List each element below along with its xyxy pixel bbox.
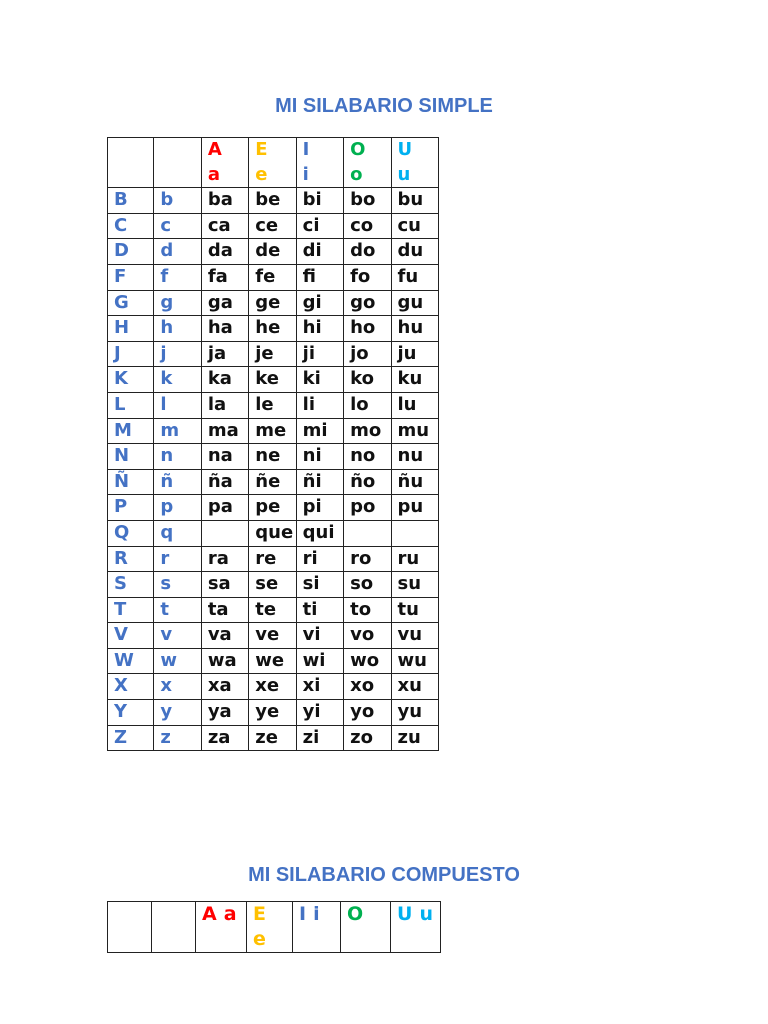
consonant-lower: w — [154, 648, 201, 674]
syllable-cell: la — [201, 392, 248, 418]
table-row — [108, 725, 439, 751]
syllable-cell: te — [249, 597, 296, 623]
syllable-cell: zi — [296, 725, 343, 751]
syllable-cell: se — [249, 572, 296, 598]
consonant-lower: h — [154, 316, 201, 342]
syllable-cell: he — [249, 316, 296, 342]
table-row — [108, 367, 439, 393]
vowel-upper: O — [347, 903, 364, 925]
page-title-simple: MI SILABARIO SIMPLE — [275, 95, 493, 117]
syllable-cell: ye — [249, 700, 296, 726]
syllable-cell: hu — [391, 316, 438, 342]
syllable-cell — [201, 520, 248, 546]
syllable-cell: ve — [249, 623, 296, 649]
syllable-cell: fa — [201, 264, 248, 290]
syllable-cell: yu — [391, 700, 438, 726]
vowel-upper: I — [299, 903, 307, 925]
vowel-upper: E — [253, 903, 266, 925]
syllable-cell: do — [344, 239, 391, 265]
consonant-lower: l — [154, 392, 201, 418]
syllable-cell: me — [249, 418, 296, 444]
vowel-lower: o — [350, 163, 363, 185]
consonant-lower: p — [154, 495, 201, 521]
syllable-cell: yo — [344, 700, 391, 726]
vowel-lower: e — [253, 928, 266, 950]
syllable-cell: pu — [391, 495, 438, 521]
syllable-cell — [344, 520, 391, 546]
syllable-cell: ne — [249, 444, 296, 470]
syllable-cell: vu — [391, 623, 438, 649]
syllable-cell: wa — [201, 648, 248, 674]
syllable-cell: ñi — [296, 469, 343, 495]
syllable-cell: jo — [344, 341, 391, 367]
syllable-cell: ce — [249, 213, 296, 239]
syllable-cell: ja — [201, 341, 248, 367]
syllable-cell: na — [201, 444, 248, 470]
syllable-cell: vi — [296, 623, 343, 649]
consonant-upper: N — [108, 444, 154, 470]
consonant-lower: b — [154, 188, 201, 214]
consonant-upper: S — [108, 572, 154, 598]
syllable-cell: ka — [201, 367, 248, 393]
syllable-cell: lu — [391, 392, 438, 418]
table-row — [108, 623, 439, 649]
consonant-upper: M — [108, 418, 154, 444]
vowel-upper: E — [255, 139, 268, 160]
table-row — [108, 674, 439, 700]
syllable-cell: pa — [201, 495, 248, 521]
syllable-cell: ca — [201, 213, 248, 239]
table-row — [108, 520, 439, 546]
syllable-cell: pe — [249, 495, 296, 521]
consonant-lower: n — [154, 444, 201, 470]
syllable-cell: xi — [296, 674, 343, 700]
syllable-cell: ti — [296, 597, 343, 623]
consonant-upper: B — [108, 188, 154, 214]
consonant-upper: K — [108, 367, 154, 393]
consonant-lower: z — [154, 725, 201, 751]
consonant-upper: W — [108, 648, 154, 674]
table-row — [108, 444, 439, 470]
header-row — [108, 902, 441, 953]
table-row — [108, 648, 439, 674]
consonant-lower: q — [154, 520, 201, 546]
vowel-upper: O — [350, 139, 366, 160]
vowel-upper: U — [397, 139, 413, 160]
syllable-cell: ki — [296, 367, 343, 393]
syllable-cell: ba — [201, 188, 248, 214]
consonant-lower: v — [154, 623, 201, 649]
page-title-compuesto: MI SILABARIO COMPUESTO — [248, 864, 520, 886]
consonant-upper: L — [108, 392, 154, 418]
syllable-cell: ze — [249, 725, 296, 751]
syllable-cell: ji — [296, 341, 343, 367]
syllable-cell: su — [391, 572, 438, 598]
table-row — [108, 239, 439, 265]
consonant-upper: F — [108, 264, 154, 290]
syllable-cell: fi — [296, 264, 343, 290]
vowel-upper: A — [202, 903, 217, 925]
syllable-cell: mi — [296, 418, 343, 444]
table-row — [108, 469, 439, 495]
syllable-cell: ya — [201, 700, 248, 726]
vowel-header-e — [249, 138, 296, 188]
syllable-cell: ju — [391, 341, 438, 367]
vowel-header — [391, 902, 441, 953]
consonant-upper: J — [108, 341, 154, 367]
table-row — [108, 188, 439, 214]
syllable-cell: cu — [391, 213, 438, 239]
syllable-cell: ge — [249, 290, 296, 316]
vowel-header — [293, 902, 341, 953]
vowel-lower: e — [255, 163, 268, 185]
table-row — [108, 597, 439, 623]
vowel-upper: U — [397, 903, 413, 925]
syllable-cell: je — [249, 341, 296, 367]
table-row — [108, 392, 439, 418]
consonant-lower: m — [154, 418, 201, 444]
syllable-cell: mo — [344, 418, 391, 444]
syllable-cell: de — [249, 239, 296, 265]
syllable-cell: no — [344, 444, 391, 470]
syllable-cell: go — [344, 290, 391, 316]
consonant-upper: G — [108, 290, 154, 316]
consonant-lower: c — [154, 213, 201, 239]
syllable-cell: ku — [391, 367, 438, 393]
vowel-header — [341, 902, 391, 953]
vowel-header-o — [344, 138, 391, 188]
syllable-cell: pi — [296, 495, 343, 521]
header-empty-cell — [108, 902, 152, 953]
header-row — [108, 138, 439, 188]
header-empty-cell — [154, 138, 201, 188]
syllable-cell: ñu — [391, 469, 438, 495]
syllable-cell: zu — [391, 725, 438, 751]
header-empty-cell — [152, 902, 196, 953]
consonant-upper: Ñ — [108, 469, 154, 495]
vowel-header-i — [296, 138, 343, 188]
syllable-cell: ke — [249, 367, 296, 393]
consonant-lower: x — [154, 674, 201, 700]
consonant-lower: ñ — [154, 469, 201, 495]
syllable-cell: mu — [391, 418, 438, 444]
vowel-upper: A — [207, 139, 222, 160]
syllable-cell: re — [249, 546, 296, 572]
consonant-upper: Y — [108, 700, 154, 726]
syllable-cell: ro — [344, 546, 391, 572]
syllable-cell: wo — [344, 648, 391, 674]
syllable-cell: wu — [391, 648, 438, 674]
table-row — [108, 700, 439, 726]
syllable-cell: que — [249, 520, 296, 546]
syllable-cell: li — [296, 392, 343, 418]
syllable-cell: ga — [201, 290, 248, 316]
syllable-cell: gi — [296, 290, 343, 316]
syllable-cell: le — [249, 392, 296, 418]
syllable-cell: vo — [344, 623, 391, 649]
syllable-cell: za — [201, 725, 248, 751]
syllable-cell: sa — [201, 572, 248, 598]
consonant-upper: H — [108, 316, 154, 342]
table-row — [108, 316, 439, 342]
syllable-cell — [391, 520, 438, 546]
consonant-upper: Q — [108, 520, 154, 546]
syllable-cell: ni — [296, 444, 343, 470]
consonant-lower: t — [154, 597, 201, 623]
consonant-lower: y — [154, 700, 201, 726]
syllable-cell: so — [344, 572, 391, 598]
consonant-upper: R — [108, 546, 154, 572]
syllable-cell: nu — [391, 444, 438, 470]
consonant-upper: C — [108, 213, 154, 239]
syllable-cell: bi — [296, 188, 343, 214]
consonant-lower: r — [154, 546, 201, 572]
syllable-cell: bu — [391, 188, 438, 214]
vowel-header — [247, 902, 293, 953]
syllable-cell: va — [201, 623, 248, 649]
syllable-cell: be — [249, 188, 296, 214]
syllable-cell: gu — [391, 290, 438, 316]
syllable-cell: ma — [201, 418, 248, 444]
table-row — [108, 264, 439, 290]
syllable-cell: ri — [296, 546, 343, 572]
syllable-cell: ta — [201, 597, 248, 623]
syllable-cell: ko — [344, 367, 391, 393]
table-row — [108, 213, 439, 239]
vowel-lower: i — [313, 903, 320, 925]
syllable-cell: ci — [296, 213, 343, 239]
vowel-lower: u — [397, 163, 411, 185]
table-row — [108, 290, 439, 316]
syllable-cell: co — [344, 213, 391, 239]
syllable-cell: ra — [201, 546, 248, 572]
syllable-cell: hi — [296, 316, 343, 342]
vowel-lower: i — [302, 163, 309, 185]
table-row — [108, 418, 439, 444]
syllable-cell: qui — [296, 520, 343, 546]
syllable-cell: da — [201, 239, 248, 265]
syllable-cell: du — [391, 239, 438, 265]
syllable-cell: xo — [344, 674, 391, 700]
syllable-cell: fo — [344, 264, 391, 290]
syllable-cell: xa — [201, 674, 248, 700]
syllable-cell: zo — [344, 725, 391, 751]
consonant-upper: D — [108, 239, 154, 265]
vowel-header-a — [201, 138, 248, 188]
consonant-upper: T — [108, 597, 154, 623]
table-row — [108, 546, 439, 572]
vowel-header — [196, 902, 247, 953]
syllable-table-simple — [107, 137, 439, 751]
syllable-cell: fu — [391, 264, 438, 290]
table-row — [108, 572, 439, 598]
vowel-header-u — [391, 138, 438, 188]
syllable-cell: bo — [344, 188, 391, 214]
syllable-cell: ño — [344, 469, 391, 495]
vowel-lower: a — [207, 163, 220, 185]
syllable-cell: lo — [344, 392, 391, 418]
syllable-cell: xu — [391, 674, 438, 700]
syllable-cell: ha — [201, 316, 248, 342]
syllable-cell: ñe — [249, 469, 296, 495]
syllable-cell: si — [296, 572, 343, 598]
syllable-cell: we — [249, 648, 296, 674]
table-row — [108, 341, 439, 367]
syllable-cell: yi — [296, 700, 343, 726]
syllable-table-compuesto — [107, 901, 441, 953]
vowel-upper: I — [302, 139, 310, 160]
syllable-cell: fe — [249, 264, 296, 290]
vowel-lower: a — [223, 903, 237, 925]
consonant-upper: X — [108, 674, 154, 700]
syllable-cell: ña — [201, 469, 248, 495]
consonant-lower: g — [154, 290, 201, 316]
syllable-cell: ru — [391, 546, 438, 572]
consonant-upper: P — [108, 495, 154, 521]
consonant-upper: Z — [108, 725, 154, 751]
consonant-lower: d — [154, 239, 201, 265]
syllable-cell: di — [296, 239, 343, 265]
consonant-upper: V — [108, 623, 154, 649]
consonant-lower: f — [154, 264, 201, 290]
consonant-lower: k — [154, 367, 201, 393]
syllable-cell: xe — [249, 674, 296, 700]
vowel-lower: u — [419, 903, 433, 925]
syllable-cell: wi — [296, 648, 343, 674]
consonant-lower: s — [154, 572, 201, 598]
table-row — [108, 495, 439, 521]
syllable-cell: po — [344, 495, 391, 521]
syllable-cell: tu — [391, 597, 438, 623]
consonant-lower: j — [154, 341, 201, 367]
syllable-cell: to — [344, 597, 391, 623]
syllable-cell: ho — [344, 316, 391, 342]
header-empty-cell — [108, 138, 154, 188]
